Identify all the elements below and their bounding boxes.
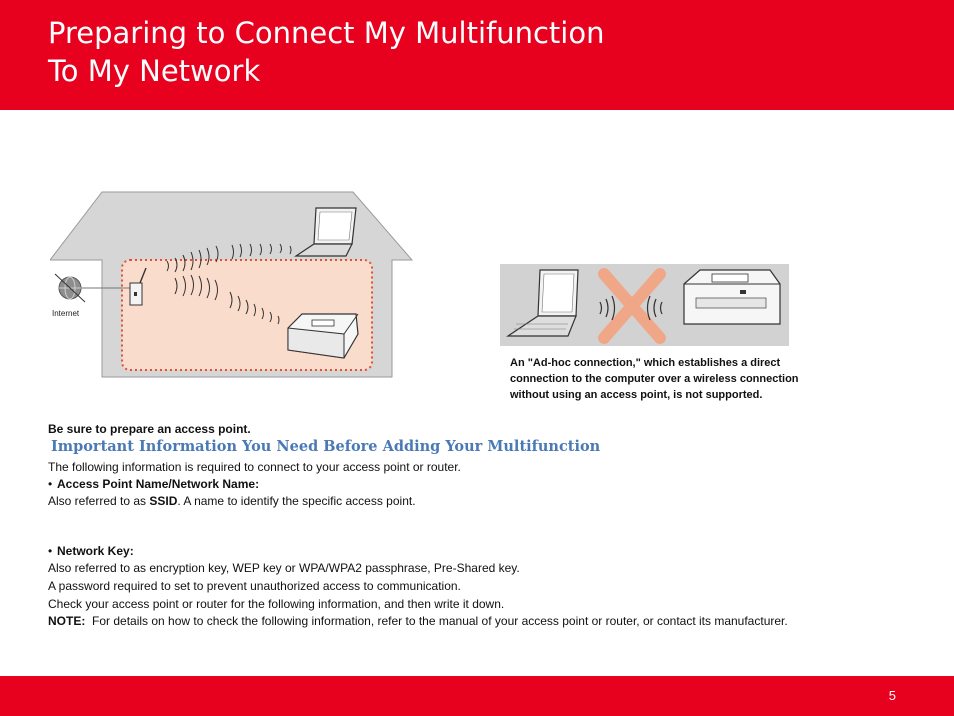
adhoc-caption-line-3: without using an access point, is not supported. <box>510 389 763 401</box>
note-paragraph <box>48 614 788 628</box>
ssid-description <box>48 494 416 508</box>
note-label: NOTE: <box>48 614 86 628</box>
page-title-line-2: To My Network <box>48 54 261 88</box>
access-point-name-label: Access Point Name/Network Name: <box>57 477 260 491</box>
footer-banner <box>0 676 954 716</box>
adhoc-caption-line-2: connection to the computer over a wireless connection <box>510 373 799 385</box>
note-text: For details on how to check the following information, refer to the manual of your access point or router, or contact its manufacturer. <box>92 614 788 628</box>
network-illustration <box>50 188 420 383</box>
page-title <box>48 14 604 90</box>
adhoc-caption-line-1: An "Ad-hoc connection," which establishes a direct <box>510 357 781 369</box>
intro-text: The following information is required to connect to your access point or router. <box>48 460 461 474</box>
adhoc-connection-illustration <box>500 264 789 346</box>
network-key-label: Network Key: <box>57 544 134 558</box>
section-heading: Important Information You Need Before Adding Your Multifunction <box>51 438 601 455</box>
printer-icon <box>684 270 780 324</box>
header-banner <box>0 0 954 110</box>
network-key-line-3: Check your access point or router for the following information, and then write it down. <box>48 597 505 611</box>
page-number: 5 <box>888 688 896 703</box>
ssid-prefix: Also referred to as <box>48 494 150 508</box>
internet-label: Internet <box>52 309 80 318</box>
prepare-access-point-note: Be sure to prepare an access point. <box>48 422 251 436</box>
ssid-suffix: . A name to identify the specific access point. <box>177 494 416 508</box>
bullet-network-key <box>48 544 134 558</box>
page-title-line-1: Preparing to Connect My Multifunction <box>48 16 605 50</box>
adhoc-caption <box>510 355 830 403</box>
printer-icon <box>288 314 358 358</box>
network-key-line-1: Also referred to as encryption key, WEP key or WPA/WPA2 passphrase, Pre-Shared key. <box>48 561 520 575</box>
bullet-marker: • <box>48 477 53 491</box>
bullet-access-point-name <box>48 477 259 491</box>
network-key-line-2: A password required to set to prevent unauthorized access to communication. <box>48 579 461 593</box>
bullet-marker: • <box>48 544 53 558</box>
ssid-term: SSID <box>149 494 178 508</box>
internet-globe-icon <box>55 274 85 302</box>
